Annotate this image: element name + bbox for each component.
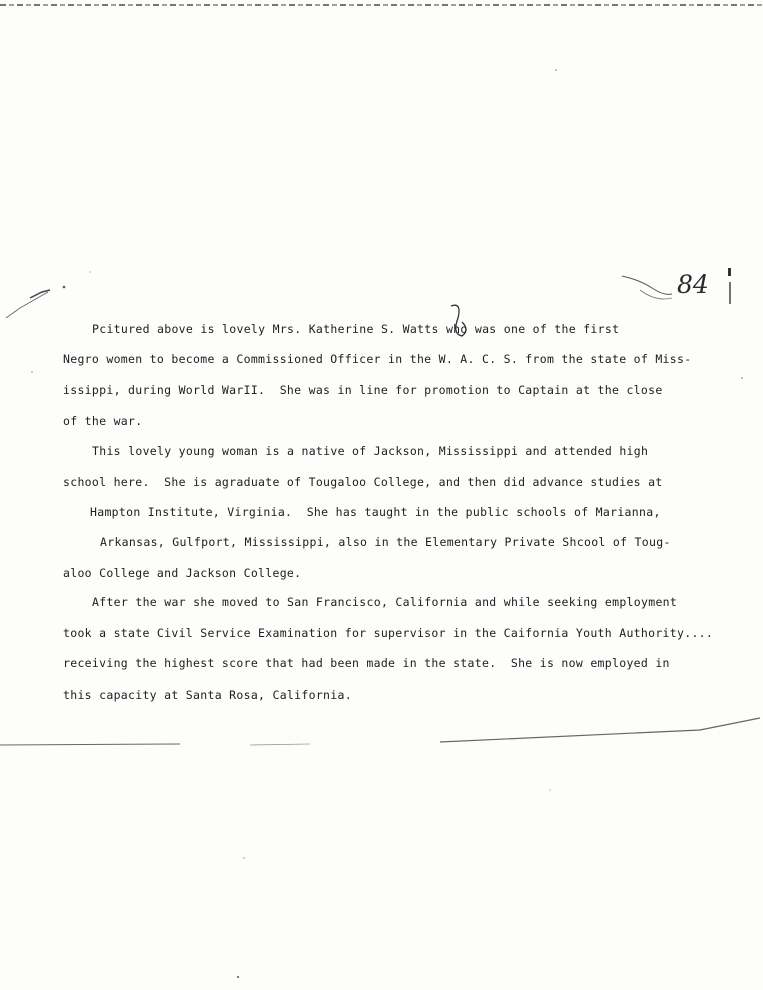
body-line: aloo College and Jackson College.: [63, 566, 302, 580]
body-line: Hampton Institute, Virginia. She has taught in the public schools of Marianna,: [90, 505, 661, 519]
body-line: Arkansas, Gulfport, Mississippi, also in the Elementary Private Shcool of Toug-: [100, 535, 671, 549]
body-line: receiving the highest score that had been made in the state. She is now employed in: [63, 656, 670, 670]
body-line: school here. She is agraduate of Tougaloo College, and then did advance studies at: [63, 475, 663, 489]
body-line: Pcitured above is lovely Mrs. Katherine S. Watts who was one of the first: [92, 322, 620, 336]
body-line: took a state Civil Service Examination for supervisor in the Caifornia Youth Authority....: [63, 626, 714, 640]
body-line: issippi, during World WarII. She was in line for promotion to Captain at the close: [63, 383, 663, 397]
body-line: Negro women to become a Commissioned Officer in the W. A. C. S. from the state of Miss-: [63, 352, 692, 366]
body-line: this capacity at Santa Rosa, California.: [63, 688, 352, 702]
body-line: After the war she moved to San Francisco, California and while seeking employment: [92, 595, 678, 609]
body-line: of the war.: [63, 414, 143, 428]
handwritten-page-number: 84: [677, 270, 709, 299]
body-line: This lovely young woman is a native of Jackson, Mississippi and attended high: [92, 444, 649, 458]
